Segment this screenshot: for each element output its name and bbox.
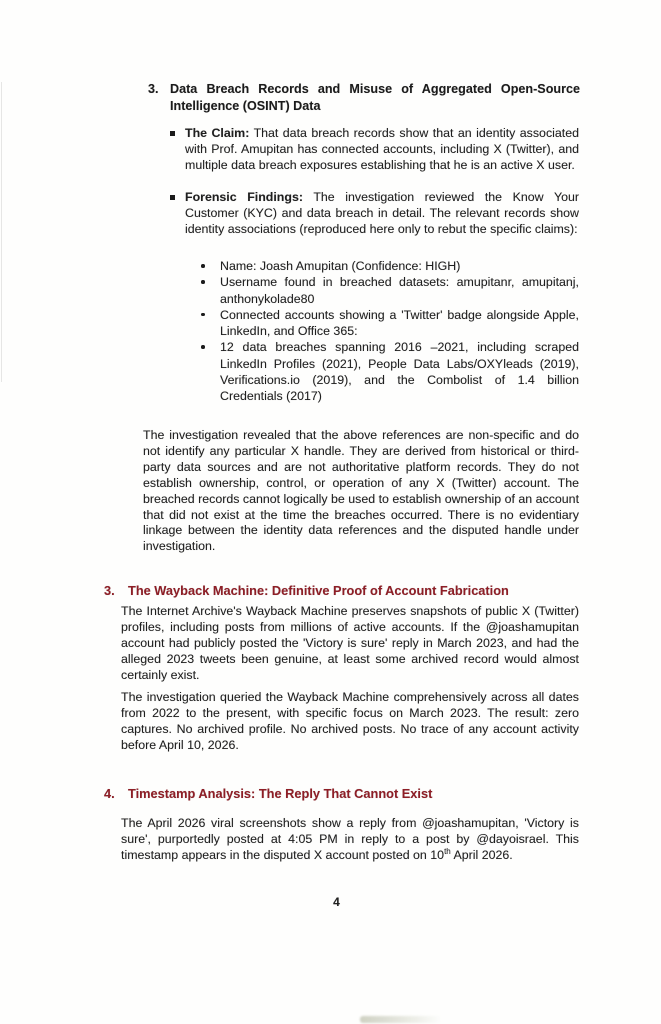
claim-bullet-text — [185, 126, 579, 174]
dot-bullet-icon — [201, 307, 220, 340]
wayback-paragraph-1: The Internet Archive's Wayback Machine preserves snapshots of public X (Twitter) profiles, including posts from millions of active accounts. If the @joashamupitan account had publicly posted the 'Victory is sure' reply in March 2023, and had the alleged 2023 tweets been genuine, at least some archived record would almost certainly exist. — [121, 604, 579, 682]
forensic-findings-lead: Forensic Findings: — [185, 190, 303, 204]
ordinal-superscript: th — [444, 846, 451, 856]
osint-section-title: Data Breach Records and Misuse of Aggregated Open-Source Intelligence (OSINT) Data — [170, 82, 580, 113]
osint-section-number: 3. — [148, 82, 159, 96]
claim-bullet — [170, 126, 579, 174]
timestamp-paragraph — [121, 816, 579, 864]
forensic-findings-text — [185, 190, 579, 238]
identity-findings-list — [201, 258, 579, 405]
list-item — [201, 258, 579, 274]
dot-bullet-icon — [201, 339, 220, 404]
timestamp-paragraph-text: The April 2026 viral screenshots show a reply from @joashamupitan, 'Victory is sure', purportedly posted at 4:05 PM in reply to a post by @dayoisrael. This timestamp appears in the disputed X account posted on 10 — [121, 816, 579, 862]
forensic-findings-body: The investigation reviewed the Know Your Customer (KYC) and data breach in detail. The relevant records show identity associations (reproduced here only to rebut the specific claims): — [185, 190, 579, 236]
list-item-text: Username found in breached datasets: amupitanr, amupitanj, anthonykolade80 — [220, 275, 579, 306]
list-item-text: 12 data breaches spanning 2016 –2021, including scraped LinkedIn Profiles (2021), People Data Labs/OXYleads (2019), Verifications.io (2019), and the Combolist of 1.4 billion Credentials (2017) — [220, 340, 579, 404]
dot-bullet-icon — [201, 274, 220, 307]
forensic-findings-bullet — [170, 190, 579, 238]
claim-lead: The Claim: — [185, 126, 250, 140]
list-item — [201, 339, 579, 404]
dot-bullet-icon — [201, 258, 220, 274]
scan-edge-artifact — [1, 82, 2, 382]
osint-section-heading — [148, 81, 580, 115]
square-bullet-icon — [170, 126, 185, 174]
timestamp-section-number: 4. — [104, 786, 115, 801]
claim-body: That data breach records show that an identity associated with Prof. Amupitan has connected accounts, including X (Twitter), and multiple data breach exposures establishing that he is an active X user. — [185, 126, 580, 172]
list-item-text: Connected accounts showing a 'Twitter' badge alongside Apple, LinkedIn, and Office 365: — [220, 307, 579, 339]
page-number: 4 — [333, 895, 340, 909]
wayback-section-number: 3. — [104, 583, 115, 598]
wayback-section-title: The Wayback Machine: Definitive Proof of Account Fabrication — [128, 583, 509, 598]
wayback-section-heading — [104, 583, 584, 599]
list-item-text: Name: Joash Amupitan (Confidence: HIGH) — [220, 259, 461, 273]
list-item — [201, 274, 579, 307]
timestamp-section-heading — [104, 786, 584, 802]
scan-smudge-artifact — [360, 1016, 442, 1023]
osint-conclusion-paragraph: The investigation revealed that the above references are non-specific and do not identify any particular X handle. They are derived from historical or third-party data sources and are not authoritative platform records. They do not establish ownership, control, or operation of any X (Twitter) account. The breached records cannot logically be used to establish ownership of an account that did not exist at the time the breaches occurred. There is no evidentiary linkage between the identity data references and the disputed handle under investigation. — [143, 428, 580, 554]
list-item — [201, 307, 579, 340]
timestamp-section-title: Timestamp Analysis: The Reply That Cannot Exist — [128, 786, 433, 801]
wayback-paragraph-2: The investigation queried the Wayback Machine comprehensively across all dates from 2022 to the present, with specific focus on March 2023. The result: zero captures. No archived profile. No archived posts. No trace of any account activity before April 10, 2026. — [121, 690, 579, 752]
square-bullet-icon — [170, 190, 185, 238]
timestamp-paragraph-tail: April 2026. — [450, 847, 513, 862]
